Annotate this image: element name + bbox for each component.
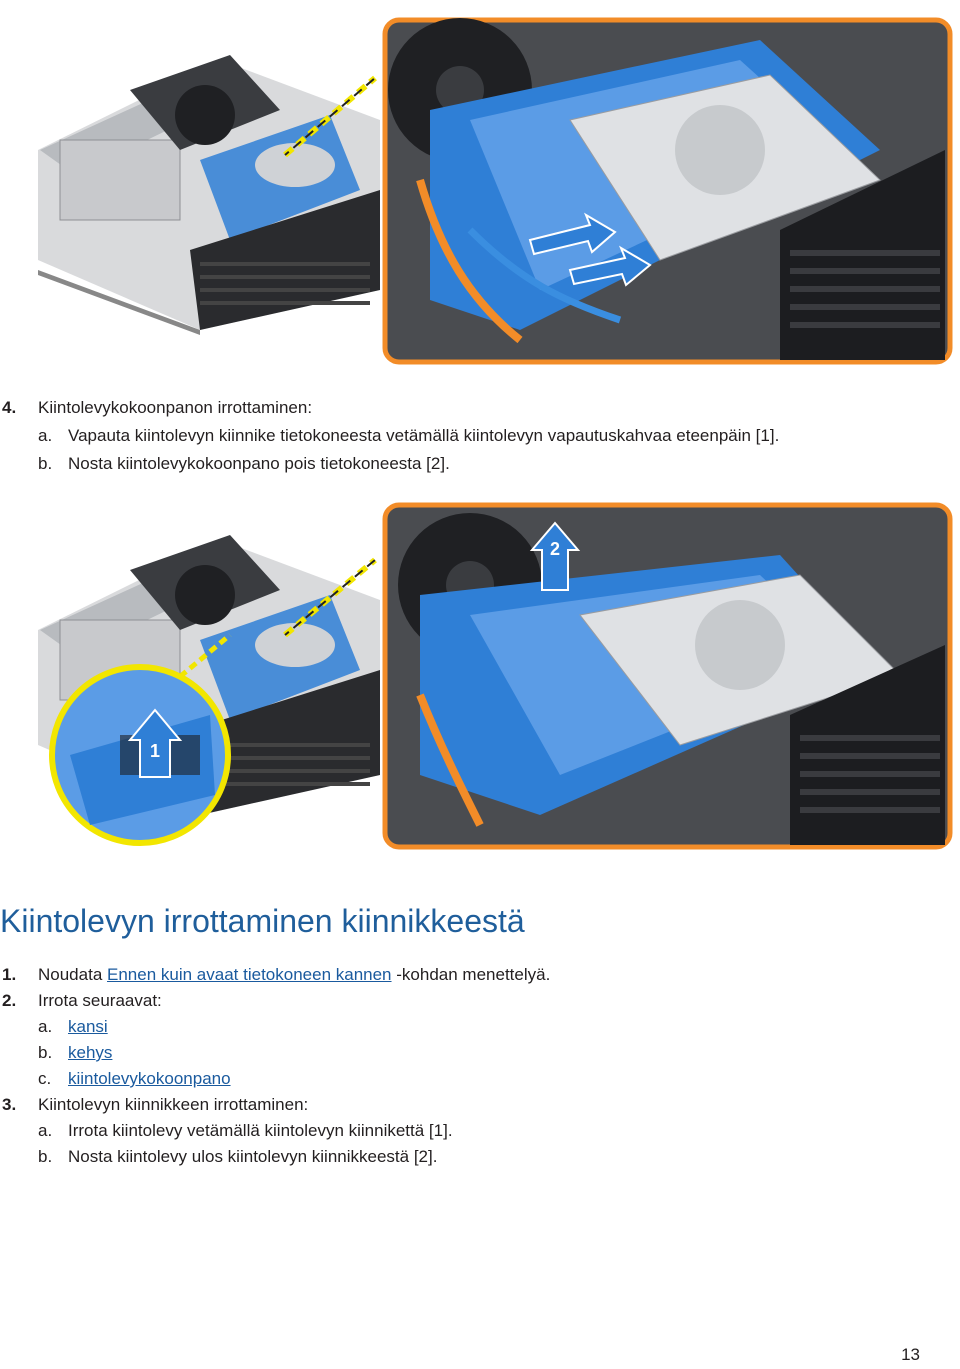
substep-letter: b. (38, 1043, 53, 1062)
substep-letter: b. (38, 1147, 53, 1166)
substep-a (0, 1118, 960, 1144)
step-text: Irrota seuraavat: (38, 991, 162, 1010)
step-number: 2. (2, 991, 17, 1010)
figure-hdd-assembly-release (0, 0, 960, 382)
substep-b (0, 450, 960, 478)
step-text: Kiintolevyn kiinnikkeen irrottaminen: (38, 1095, 309, 1114)
link-hdd-assembly[interactable]: kiintolevykokoonpano (68, 1069, 231, 1088)
step-text (38, 962, 550, 988)
link-bezel[interactable]: kehys (68, 1043, 113, 1062)
substep-text: Nosta kiintolevy ulos kiintolevyn kiinnikkeestä [2]. (68, 1147, 438, 1166)
substep-letter: a. (38, 426, 53, 445)
substep-text: Irrota kiintolevy vetämällä kiintolevyn kiinnikettä [1]. (68, 1121, 453, 1140)
substep-text: Nosta kiintolevykokoonpano pois tietokoneesta [2]. (68, 454, 450, 473)
computer-chassis-illustration (38, 55, 380, 335)
detail-callout-frame (385, 18, 950, 362)
substep-c (0, 1066, 960, 1092)
substep-a (0, 422, 960, 450)
procedure-steps-part1 (0, 394, 960, 478)
substep-b (0, 1040, 960, 1066)
step-suffix: -kohdan menettelyä. (396, 965, 551, 984)
substep-b (0, 1144, 960, 1170)
zoom-circle-release-handle (52, 667, 228, 843)
link-cover[interactable]: kansi (68, 1017, 108, 1036)
callout-1-label: 1 (149, 741, 161, 761)
step-1 (0, 962, 960, 988)
step-4 (0, 394, 960, 422)
substep-text: Vapauta kiintolevyn kiinnike tietokoneesta vetämällä kiintolevyn vapautuskahvaa eteenpäin [1]. (68, 426, 780, 445)
substep-letter: c. (38, 1069, 52, 1088)
step-number: 4. (2, 398, 17, 417)
link-before-opening-cover[interactable]: Ennen kuin avaat tietokoneen kannen (107, 965, 392, 984)
substep-letter: a. (38, 1121, 53, 1140)
substep-letter: a. (38, 1017, 53, 1036)
detail-callout-frame (385, 505, 950, 847)
step-3 (0, 1092, 960, 1118)
step-number: 3. (2, 1095, 17, 1114)
procedure-steps-part2 (0, 962, 960, 1170)
step-number: 1. (2, 965, 17, 984)
step-2 (0, 988, 960, 1014)
figure-hdd-assembly-lift (0, 495, 960, 867)
section-heading: Kiintolevyn irrottaminen kiinnikkeestä (0, 903, 525, 939)
substep-a (0, 1014, 960, 1040)
step-text: Kiintolevykokoonpanon irrottaminen: (38, 398, 313, 417)
step-prefix: Noudata (38, 965, 103, 984)
page-number: 13 (901, 1345, 920, 1364)
substep-letter: b. (38, 454, 53, 473)
callout-2-label: 2 (549, 539, 561, 559)
